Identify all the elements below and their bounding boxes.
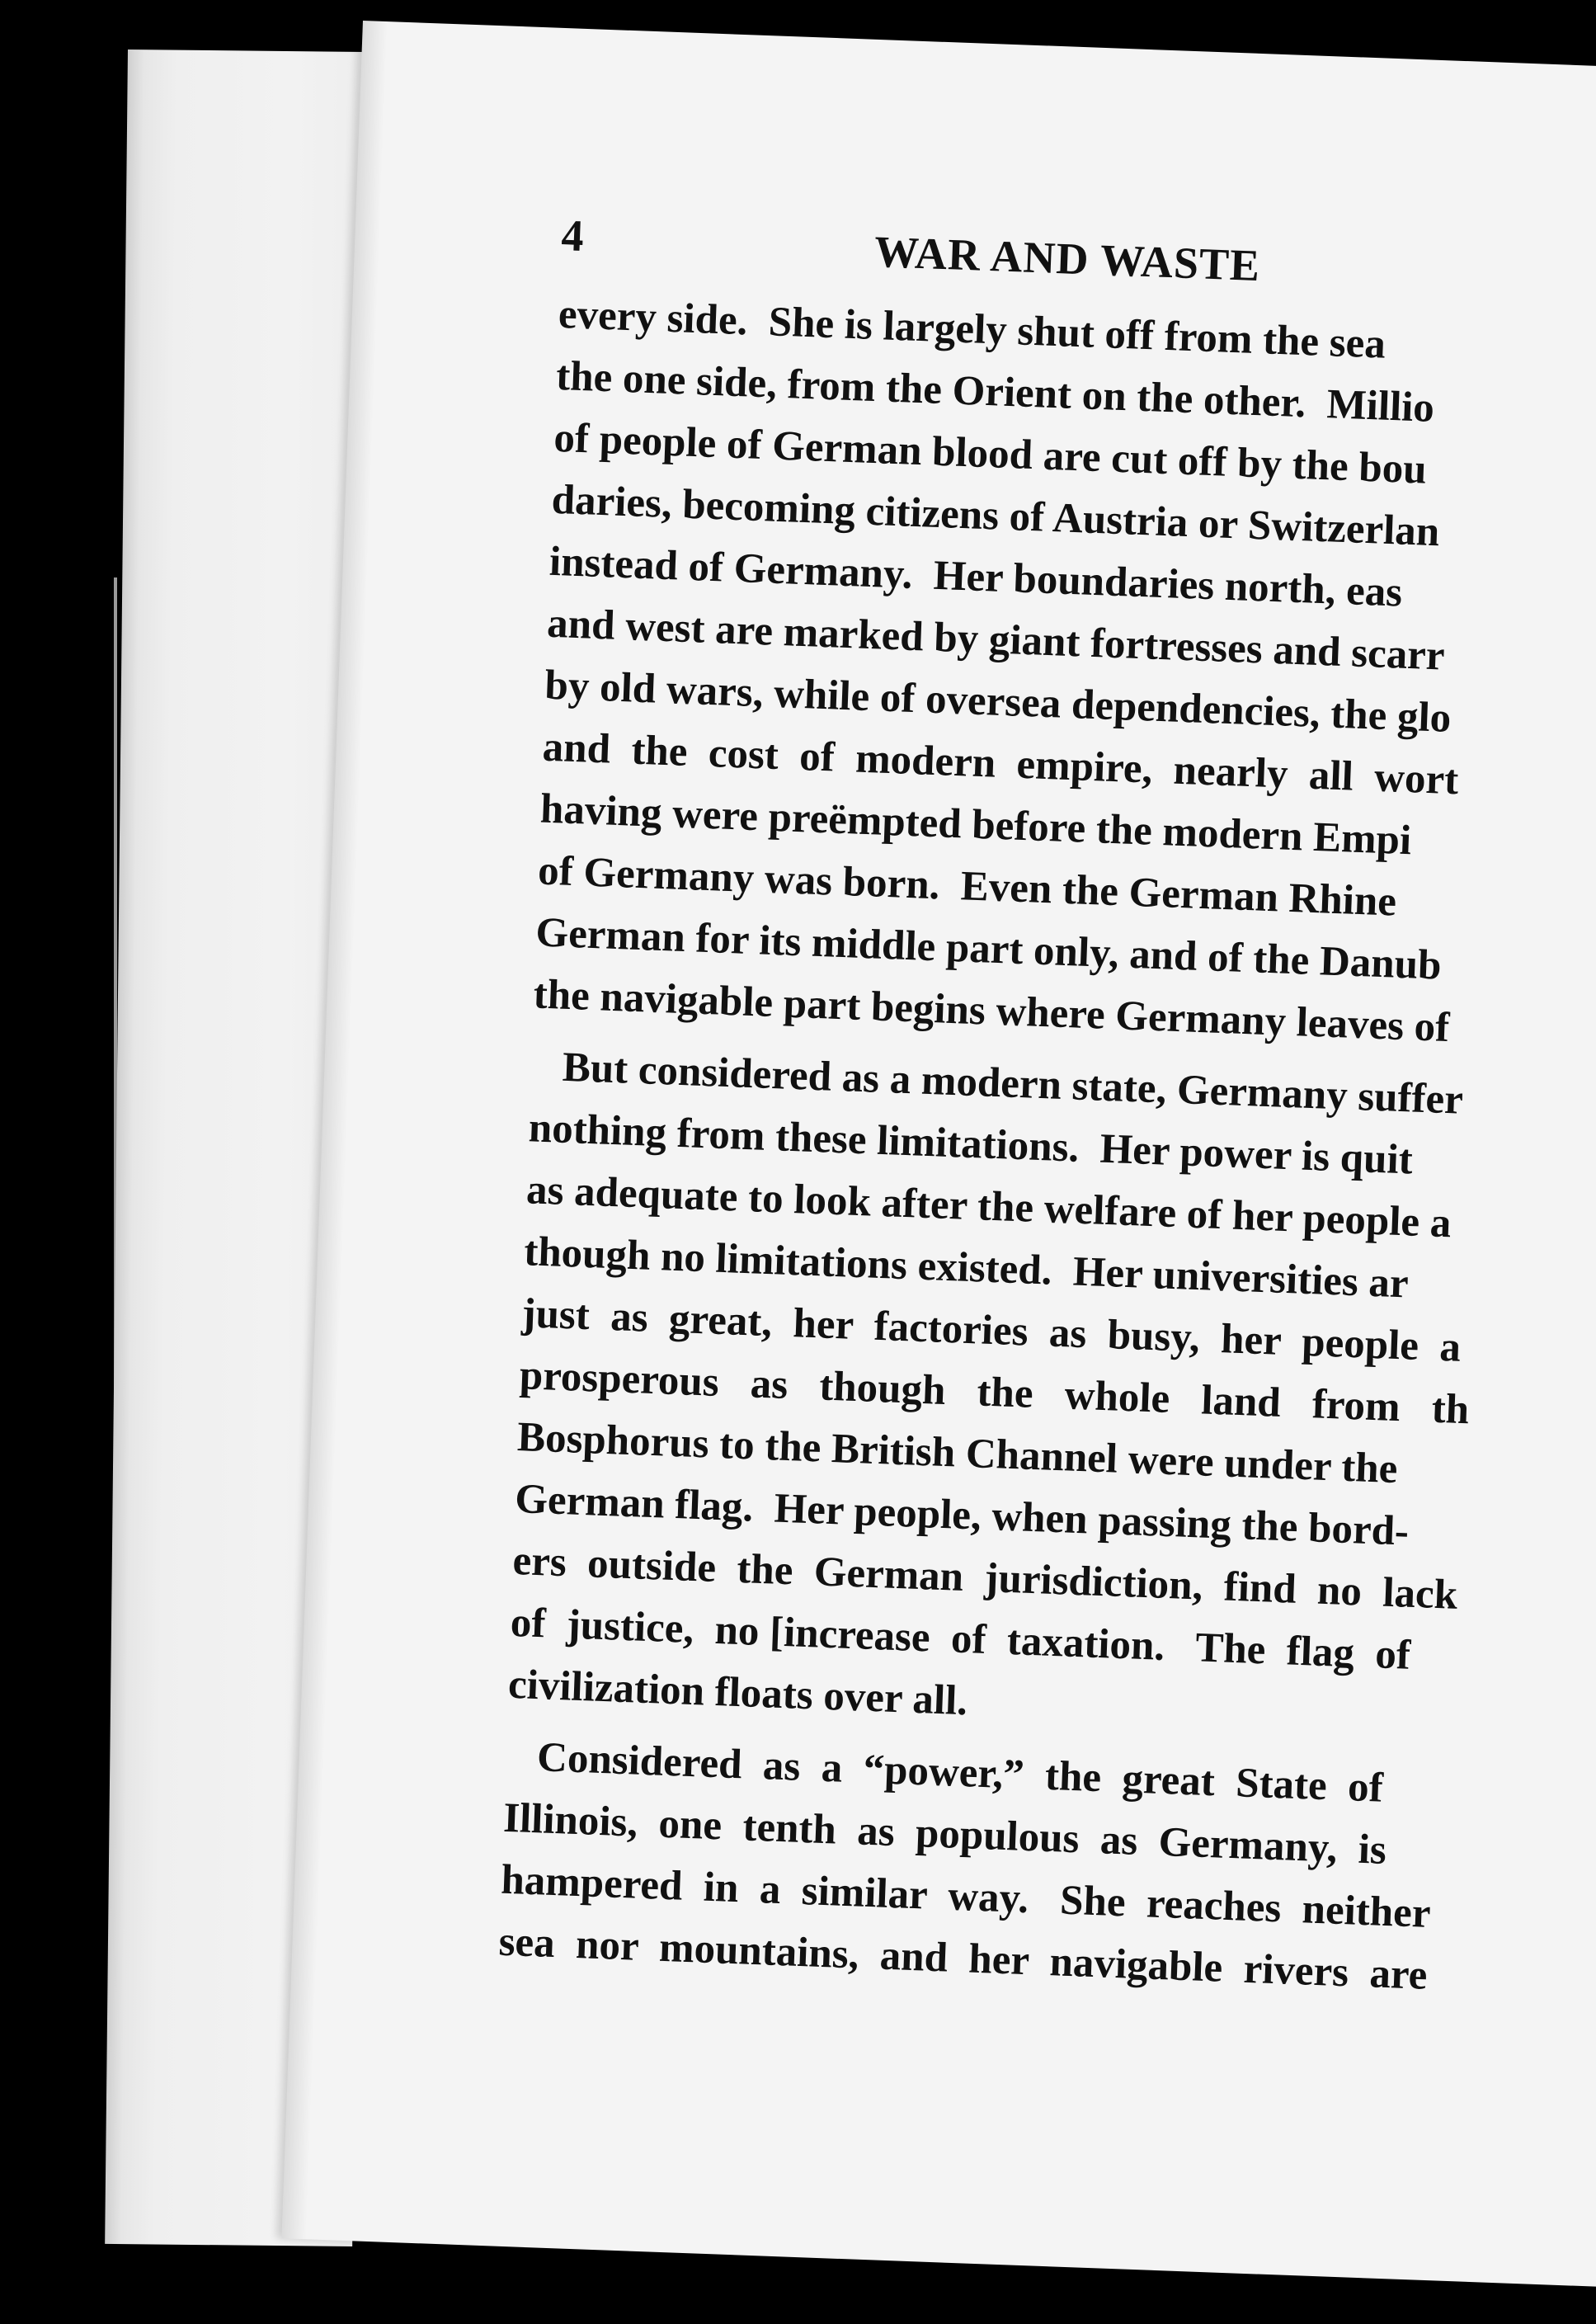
text-line: hampered in a similar way. She reaches neither — [500, 1856, 1432, 1937]
text-line: having were preëmpted before the modern Empi — [539, 785, 1413, 865]
text-line: as adequate to look after the welfare of her people a — [525, 1167, 1452, 1247]
running-title: WAR AND WASTE — [873, 226, 1262, 291]
text-line: civilization floats over all. — [507, 1661, 969, 1725]
text-line: the one side, from the Orient on the other. Millio — [555, 352, 1435, 431]
text-line: of people of German blood are cut off by the bou — [553, 414, 1428, 493]
text-line: though no limitations existed. Her universities ar — [523, 1228, 1410, 1308]
text-line: instead of Germany. Her boundaries north, eas — [548, 538, 1404, 616]
text-line: German for its middle part only, and of the Danub — [534, 909, 1443, 989]
text-line: Bosphorus to the British Channel were under the — [516, 1414, 1399, 1493]
book-page — [281, 21, 1596, 2288]
paragraph-list — [497, 284, 1596, 2012]
text-line: of Germany was born. Even the German Rhine — [537, 847, 1397, 926]
text-line: sea nor mountains, and her navigable rivers are — [497, 1918, 1429, 1999]
text-line: the navigable part begins where Germany leaves of — [532, 971, 1451, 1052]
text-line: by old wars, while of oversea dependencies, the glo — [544, 662, 1452, 742]
text-line: just as great, her factories as busy, her people a — [520, 1290, 1462, 1371]
paragraph — [497, 1726, 1578, 2012]
text-line: But considered as a modern state, Germany suffer — [530, 1043, 1464, 1124]
paragraph — [507, 1035, 1596, 1755]
text-line: prosperous as though the whole land from th — [518, 1352, 1471, 1434]
page-text-block — [497, 210, 1596, 2012]
text-line: Considered as a “power,” the great State of — [505, 1732, 1384, 1812]
body-text — [497, 284, 1596, 2012]
page-number: 4 — [560, 210, 586, 261]
text-line: daries, becoming citizens of Austria or Switzerlan — [550, 476, 1441, 556]
paragraph — [532, 284, 1596, 1065]
text-line: nothing from these limitations. Her power is quit — [527, 1105, 1414, 1184]
text-line: ers outside the German jurisdiction, find no lack — [511, 1537, 1459, 1619]
text-line: and west are marked by giant fortresses and scarr — [546, 600, 1446, 680]
text-line: and the cost of modern empire, nearly all wort — [541, 724, 1460, 804]
text-line: Illinois, one tenth as populous as Germany, is — [502, 1794, 1387, 1874]
text-line: of justice, no [increase of taxation. The flag of — [509, 1599, 1411, 1679]
text-line: every side. She is largely shut off from the sea — [558, 290, 1386, 368]
text-line: German flag. Her people, when passing the bord- — [514, 1475, 1410, 1555]
